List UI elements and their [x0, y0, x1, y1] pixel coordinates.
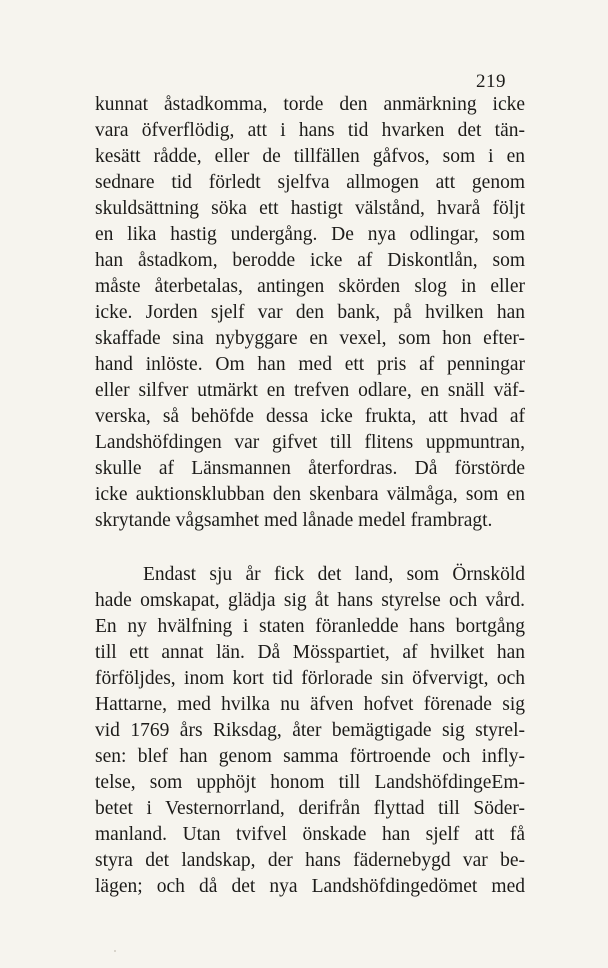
- text-line: skrytande vågsamhet med lånade medel frambragt.: [95, 510, 493, 531]
- text-line: eller silfver utmärkt en trefven odlare, en snäll väf-: [95, 380, 525, 401]
- text-line: icke auktionsklubban den skenbara välmåga, som en: [95, 484, 525, 505]
- text-line: En ny hvälfning i staten föranledde hans bortgång: [95, 616, 525, 637]
- text-line: vara öfverflödig, att i hans tid hvarken det tän-: [95, 120, 525, 141]
- text-line: Landshöfdingen var gifvet till flitens uppmuntran,: [95, 432, 525, 453]
- text-line: en lika hastig undergång. De nya odlingar, som: [95, 224, 525, 245]
- text-line: måste återbetalas, antingen skörden slog in eller: [95, 276, 525, 297]
- text-line: kunnat åstadkomma, torde den anmärkning icke: [95, 94, 525, 115]
- text-line: till ett annat län. Då Mösspartiet, af hvilket han: [95, 642, 525, 663]
- text-line: skulle af Länsmannen återfordras. Då förstörde: [95, 458, 525, 479]
- text-line: kesätt rådde, eller de tillfällen gåfvos, som i en: [95, 146, 525, 167]
- page-number: 219: [476, 71, 506, 92]
- text-line: skaffade sina nybyggare en vexel, som hon efter-: [95, 328, 525, 349]
- text-line: sednare tid förledt sjelfva allmogen att genom: [95, 172, 525, 193]
- text-line: vid 1769 års Riksdag, åter bemägtigade sig styrel-: [95, 720, 525, 741]
- paper-speck: [114, 950, 116, 952]
- text-line: Hattarne, med hvilka nu äfven hofvet förenade sig: [95, 694, 525, 715]
- text-line: telse, som upphöjt honom till LandshöfdingeEm-: [95, 772, 525, 793]
- text-line: Endast sju år fick det land, som Örnsköld: [143, 564, 525, 585]
- text-line: hade omskapat, glädja sig åt hans styrelse och vård.: [95, 590, 525, 611]
- text-line: hand inlöste. Om han med ett pris af penningar: [95, 354, 525, 375]
- text-line: betet i Vesternorrland, derifrån flyttad till Söder-: [95, 798, 525, 819]
- text-line: skuldsättning söka ett hastigt välstånd, hvarå följt: [95, 198, 525, 219]
- text-line: förföljdes, inom kort tid förlorade sin öfvervigt, och: [95, 668, 525, 689]
- text-line: verska, så behöfde dessa icke frukta, att hvad af: [95, 406, 525, 427]
- text-line: manland. Utan tvifvel önskade han sjelf att få: [95, 824, 525, 845]
- text-line: icke. Jorden sjelf var den bank, på hvilken han: [95, 302, 525, 323]
- text-line: sen: blef han genom samma förtroende och infly-: [95, 746, 525, 767]
- text-line: han åstadkom, berodde icke af Diskontlån, som: [95, 250, 525, 271]
- text-line: styra det landskap, der hans fädernebygd var be-: [95, 850, 525, 871]
- text-line: lägen; och då det nya Landshöfdingedömet med: [95, 876, 525, 897]
